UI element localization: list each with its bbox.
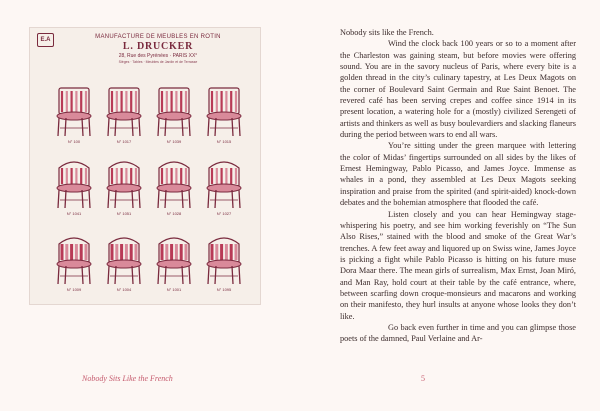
chair-figure	[157, 88, 191, 144]
catalog-item-number: N° 1009	[66, 287, 82, 292]
paragraph-1: Nobody sits like the French.	[340, 28, 434, 37]
catalog-item-number: N° 1004	[116, 287, 132, 292]
catalog-item-number: N° 1027	[216, 211, 232, 216]
chair-figure	[157, 238, 191, 292]
body-text	[340, 27, 576, 345]
catalog-address: 28, Rue des Pyrénées · PARIS XX°	[118, 53, 198, 59]
catalog-item-number: N° 1028	[166, 211, 182, 216]
catalog-plate-image	[29, 27, 261, 305]
footer-book-title: Nobody Sits Like the French	[82, 374, 173, 383]
catalog-heading: MANUFACTURE DE MEUBLES EN ROTIN	[95, 34, 221, 40]
footer-page-number: 5	[421, 374, 425, 383]
catalog-badge: E.A	[37, 33, 54, 47]
paragraph-5: Go back even further in time and you can glimpse those poets of the damned, Paul Verlaine and Ar-	[340, 322, 576, 344]
chair-figure	[157, 162, 191, 216]
chair-illustrations	[30, 28, 261, 305]
chair-figure	[107, 162, 141, 216]
catalog-item-number: N° 1001	[166, 287, 182, 292]
catalog-brand: L. DRUCKER	[122, 41, 194, 52]
chair-figure	[107, 238, 141, 292]
chair-figure	[207, 162, 241, 216]
paragraph-2: Wind the clock back 100 years or so to a moment after the Charleston was gaining steam, but before movies were offering sound. You are in the savory nucleus of Paris, where every bite is a golden thread in the city’s culinary tapestry, at Les Deux Magots on the corner of Boulevard Saint Germain and Rue Saint Benoet. The revered café has been serving crepes and coffee since 1914 in its present location, a watering hole for a (mostly) civilized Serengeti of artists and thinkers as well as busy boulevardiers and slacking flaneurs during the period between wars to end all wars.	[340, 39, 576, 140]
catalog-item-number: N° 1095	[216, 287, 232, 292]
paragraph-4: Listen closely and you can hear Hemingway stage-whispering his poetry, and see him working feverishly on “The Sun Also Rises,” stained with the blood and smoke of the Great War’s trenches. A few feet away and liquored up on Swiss wine, James Joyce is picking a fight while Pablo Picasso is hitting on his future muse Dora Maar there. The mean girls of surrealism, Max Ernst, Joan Miró, and Man Ray, hold court at their table by the café entrance, where, between scarfing down croque-monsieurs and macarons and working on their manifesto, they hurl insults at anyone whose looks they don’t like.	[340, 209, 576, 321]
catalog-item-number: N° 1051	[116, 211, 132, 216]
catalog-item-number: N° 1017	[116, 139, 132, 144]
chair-figure	[57, 238, 91, 292]
chair-figure	[57, 88, 91, 144]
paragraph-3: You’re sitting under the green marquee with lettering the color of Midas’ fingertips surrounded on all sides by the likes of Ernest Hemingway, Pablo Picasso, and James Joyce. Immense as whales in a pond, they assembled at Les Deux Magots seeking inspiration and praise from the spirited (and spirit-aided) knock-down debates and the bohemian atmosphere that flooded the café.	[340, 141, 576, 208]
catalog-item-number: N° 100	[67, 139, 81, 144]
catalog-item-number: N° 1039	[166, 139, 182, 144]
chair-figure	[207, 238, 241, 292]
catalog-detail-line: Sièges · Tables · Meubles de Jardin et de Terrasse	[118, 60, 198, 64]
chair-figure	[207, 88, 241, 144]
chair-figure	[57, 162, 91, 216]
catalog-item-number: N° 1041	[66, 211, 82, 216]
catalog-item-number: N° 1015	[216, 139, 232, 144]
chair-figure	[107, 88, 141, 144]
